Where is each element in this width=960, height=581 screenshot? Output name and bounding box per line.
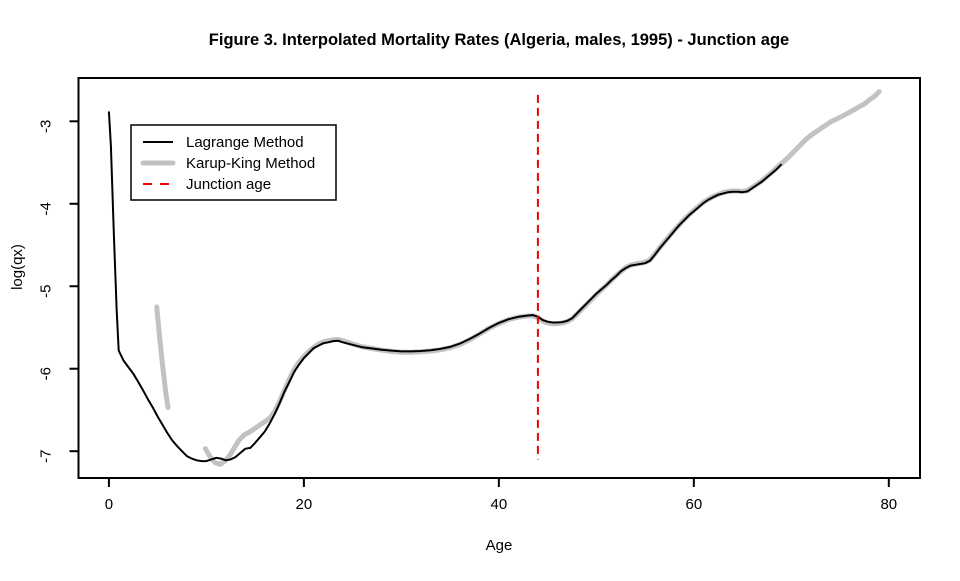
chart-title: Figure 3. Interpolated Mortality Rates (Algeria, males, 1995) - Junction age — [208, 31, 790, 49]
x-axis-label: Age — [485, 537, 513, 554]
tick-label: -5 — [37, 284, 55, 298]
y-axis-label: log(qx) — [9, 244, 26, 290]
legend-label-lagrange: Lagrange Method — [186, 134, 304, 151]
tick-label: -3 — [37, 119, 55, 133]
tick-label: -6 — [37, 367, 55, 381]
legend-label-junction-age: Junction age — [186, 176, 272, 193]
tick-label: -4 — [37, 202, 55, 216]
legend-label-karup-king: Karup-King Method — [186, 155, 316, 172]
tick-label: 0 — [104, 496, 114, 513]
tick-label: 20 — [295, 496, 313, 513]
y-axis — [38, 120, 79, 463]
x-axis — [105, 478, 897, 513]
legend — [131, 125, 336, 200]
tick-label: 80 — [880, 496, 898, 513]
tick-label: -7 — [37, 449, 55, 463]
tick-label: 40 — [490, 496, 508, 513]
tick-label: 60 — [685, 496, 703, 513]
